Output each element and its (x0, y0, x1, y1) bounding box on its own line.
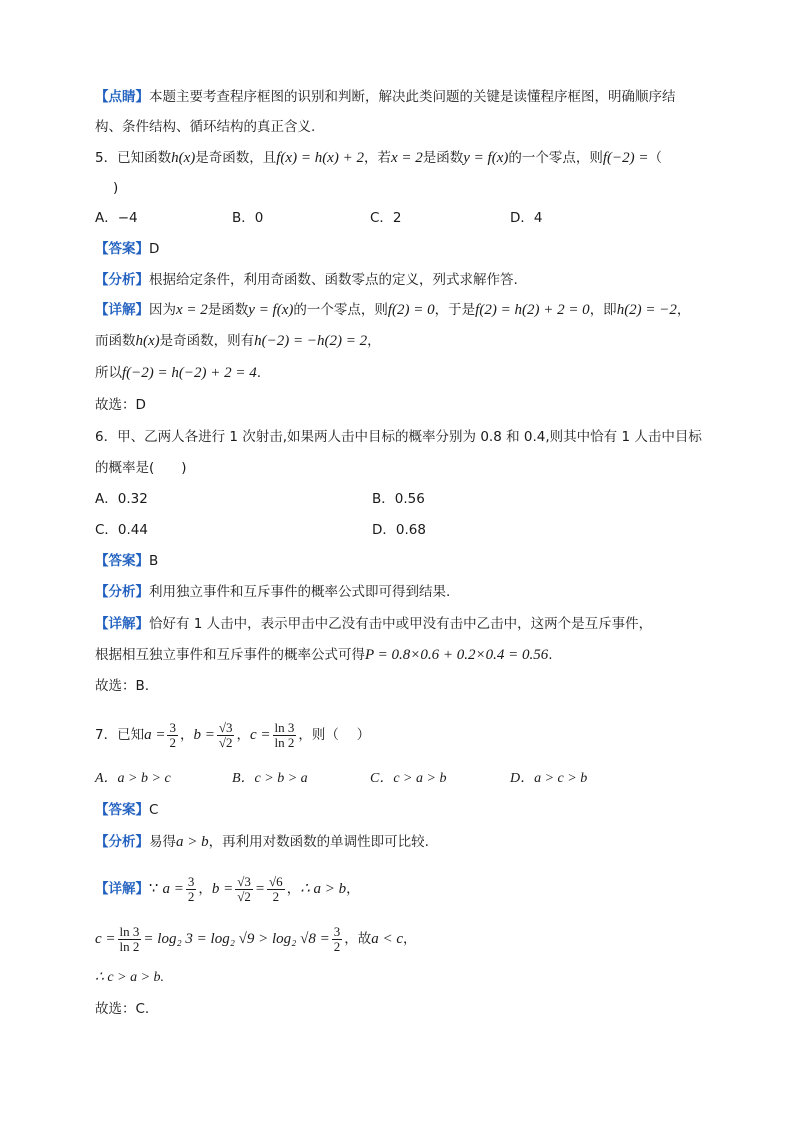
frac-denominator: 2 (187, 888, 195, 904)
q5-detail-text: ， (367, 333, 381, 349)
frac-denominator: √2 (237, 888, 251, 904)
q5-stem-text: 的一个零点，则 (508, 150, 603, 166)
q5-fm2: f(−2) = (602, 150, 649, 166)
q5-x2: x = 2 (390, 150, 423, 166)
q7-math: b = (193, 727, 215, 743)
answer-tag: 【答案】 (95, 802, 149, 818)
q5-detail-text: 而函数 (95, 333, 136, 349)
q7-stem-text: 7．已知 (95, 727, 145, 743)
tip-line-2 (95, 117, 315, 137)
frac-numerator: 3 (187, 873, 195, 889)
q6-answer-value: B (149, 553, 159, 569)
q5-stem-text: 5．已知函数 (95, 150, 172, 166)
q6-stem-1: 6．甲、乙两人各进行 1 次射击,如果两人击中目标的概率分别为 0.8 和 0.4,则其中恰有 1 人击中目标 (95, 429, 702, 445)
q5-detail-math: h(2) = −2 (616, 302, 677, 318)
q5-stem-text: 是奇函数，且 (195, 150, 277, 166)
q5-detail-text: ，即 (589, 302, 617, 318)
q7-detail-2 (95, 922, 417, 956)
q5-detail-math: y = f(x) (248, 302, 294, 318)
q7-math: ∴ a > b (300, 881, 347, 897)
q5-detail-text: ，于是 (434, 302, 476, 318)
q5-detail-2 (95, 331, 381, 351)
q5-detail-text: 因为 (149, 302, 176, 318)
q6-detail-2 (95, 645, 553, 665)
q5-stem-text: ，若 (363, 150, 391, 166)
frac-denominator: ln 2 (119, 938, 140, 954)
q5-choice: 故选：D (95, 397, 146, 413)
q5-stem (95, 148, 662, 168)
q6-stem-2: 的概率是( ) (95, 460, 187, 476)
q5-eq: f(x) = h(x) + 2 (276, 150, 364, 166)
q7-option-d: D．a > c > b (510, 771, 588, 786)
q7-analysis-text: 易得 (149, 834, 176, 850)
q7-analysis-math: a > b (176, 834, 209, 850)
frac-denominator: √2 (218, 734, 233, 750)
q7-frac-b (217, 721, 235, 750)
q7-detail-frac (332, 925, 343, 954)
q5-detail-math: h(x) (135, 333, 160, 349)
q6-detail-math: P = 0.8×0.6 + 0.2×0.4 = 0.56 (365, 647, 549, 663)
q7-analysis (95, 832, 429, 852)
answer-tag: 【答案】 (95, 241, 149, 257)
q5-answer (95, 239, 159, 259)
q5-stem-close (113, 178, 118, 198)
tip-text-2: 构、条件结构、循环结构的真正含义. (95, 119, 316, 135)
q5-detail-math: f(2) = h(2) + 2 = 0 (475, 302, 590, 318)
q7-frac-a (167, 721, 178, 750)
q6-option-b: B．0.56 (372, 491, 425, 507)
q7-detail-1 (95, 872, 360, 906)
q7-math: b = (211, 881, 234, 897)
q5-close-paren: ) (113, 180, 119, 196)
analysis-tag: 【分析】 (95, 584, 149, 600)
q5-detail-1 (95, 300, 690, 320)
q5-analysis (95, 270, 518, 290)
q7-detail-frac (186, 875, 197, 904)
q5-detail-text: 的一个零点，则 (293, 302, 388, 318)
q5-detail-text: . (256, 365, 262, 381)
q7-answer (95, 800, 158, 820)
q7-math: c = (249, 727, 271, 743)
q7-detail-3: ∴ c > a > b. (95, 970, 165, 985)
q5-detail-math: f(−2) = h(−2) + 2 = 4 (122, 365, 257, 381)
q7-math: a < c (371, 931, 404, 947)
q5-detail-math: h(−2) = −h(2) = 2 (254, 333, 368, 349)
q7-detail-frac (235, 875, 253, 904)
q5-option-b: B．0 (232, 210, 264, 226)
q7-stem-text: ，则（ ） (298, 727, 371, 743)
frac-denominator: 2 (333, 938, 341, 954)
tip-tag: 【点睛】 (95, 89, 149, 105)
q7-detail-text: ， (403, 931, 417, 947)
q5-detail-math: f(2) = 0 (387, 302, 435, 318)
q5-detail-3 (95, 363, 261, 383)
detail-tag: 【详解】 (95, 616, 149, 632)
frac-denominator: 2 (169, 734, 176, 750)
q5-stem-text: 是函数 (422, 150, 464, 166)
q7-detail-text: ， (286, 881, 301, 897)
frac-numerator: 3 (169, 719, 176, 735)
q6-detail-text: 根据相互独立事件和互斥事件的概率公式可得 (95, 647, 365, 663)
q5-stem-text: （ (648, 150, 663, 166)
q7-answer-value: C (149, 802, 159, 818)
q7-choice: 故选：C. (95, 1001, 150, 1017)
q5-option-c: C．2 (370, 210, 402, 226)
q6-detail-1 (95, 614, 652, 634)
q6-analysis-text: 利用独立事件和互斥事件的概率公式即可得到结果. (149, 584, 451, 600)
q7-math: a = (162, 881, 184, 897)
q5-detail-text: 是函数 (207, 302, 249, 318)
frac-denominator: 2 (272, 888, 280, 904)
q7-math: = log₂ 3 = log₂ √9 > log₂ √8 = (143, 931, 330, 947)
frac-numerator: ln 3 (119, 923, 140, 939)
frac-numerator: √6 (269, 873, 283, 889)
q7-stem-text: ， (236, 727, 250, 743)
q5-analysis-text: 根据给定条件，利用奇函数、函数零点的定义，列式求解作答. (149, 272, 518, 288)
q7-detail-text: ， (346, 881, 360, 897)
frac-numerator: √3 (237, 873, 251, 889)
frac-numerator: √3 (218, 719, 233, 735)
q5-answer-value: D (149, 241, 160, 257)
q7-analysis-text: ，再利用对数函数的单调性即可比较. (208, 834, 429, 850)
q6-detail-text: . (548, 647, 553, 663)
q7-stem (95, 718, 370, 752)
q7-stem-text: ， (179, 727, 194, 743)
q5-hx: h(x) (171, 150, 196, 166)
q5-detail-math: x = 2 (176, 302, 208, 318)
q6-choice: 故选：B. (95, 678, 150, 694)
q7-option-c: C．c > a > b (370, 771, 447, 786)
frac-numerator: ln 3 (274, 719, 295, 735)
q6-option-c: C．0.44 (95, 522, 148, 538)
q6-answer (95, 551, 158, 571)
q5-option-a: A．−4 (95, 210, 138, 226)
q6-detail-text: 恰好有 1 人击中，表示甲击中乙没有击中或甲没有击中乙击中，这两个是互斥事件， (149, 616, 653, 632)
q7-option-a: A．a > b > c (95, 771, 171, 786)
q7-frac-c (273, 721, 297, 750)
frac-denominator: ln 2 (274, 734, 295, 750)
q5-detail-text: 所以 (95, 365, 122, 381)
q7-math: a = (144, 727, 166, 743)
q5-option-d: D．4 (510, 210, 543, 226)
q5-detail-text: 是奇函数，则有 (159, 333, 255, 349)
q6-analysis (95, 582, 450, 602)
answer-tag: 【答案】 (95, 553, 149, 569)
q5-detail-text: ， (676, 302, 691, 318)
because-symbol: ∵ (149, 881, 159, 897)
q7-detail-frac (118, 925, 142, 954)
q7-option-b: B．c > b > a (232, 771, 308, 786)
analysis-tag: 【分析】 (95, 272, 149, 288)
q7-math: c = (95, 931, 116, 947)
q5-yfx: y = f(x) (463, 150, 509, 166)
q6-option-d: D．0.68 (372, 522, 426, 538)
detail-tag: 【详解】 (95, 881, 149, 897)
q6-option-a: A．0.32 (95, 491, 148, 507)
q7-detail-text: ，故 (344, 931, 372, 947)
frac-numerator: 3 (333, 923, 341, 939)
analysis-tag: 【分析】 (95, 834, 149, 850)
tip-text-1: 本题主要考查程序框图的识别和判断，解决此类问题的关键是读懂程序框图，明确顺序结 (149, 89, 676, 105)
tip-line-1 (95, 87, 676, 107)
q7-math: = (254, 881, 266, 897)
q7-detail-frac (267, 875, 285, 904)
q7-detail-text: ， (198, 881, 212, 897)
detail-tag: 【详解】 (95, 302, 149, 318)
